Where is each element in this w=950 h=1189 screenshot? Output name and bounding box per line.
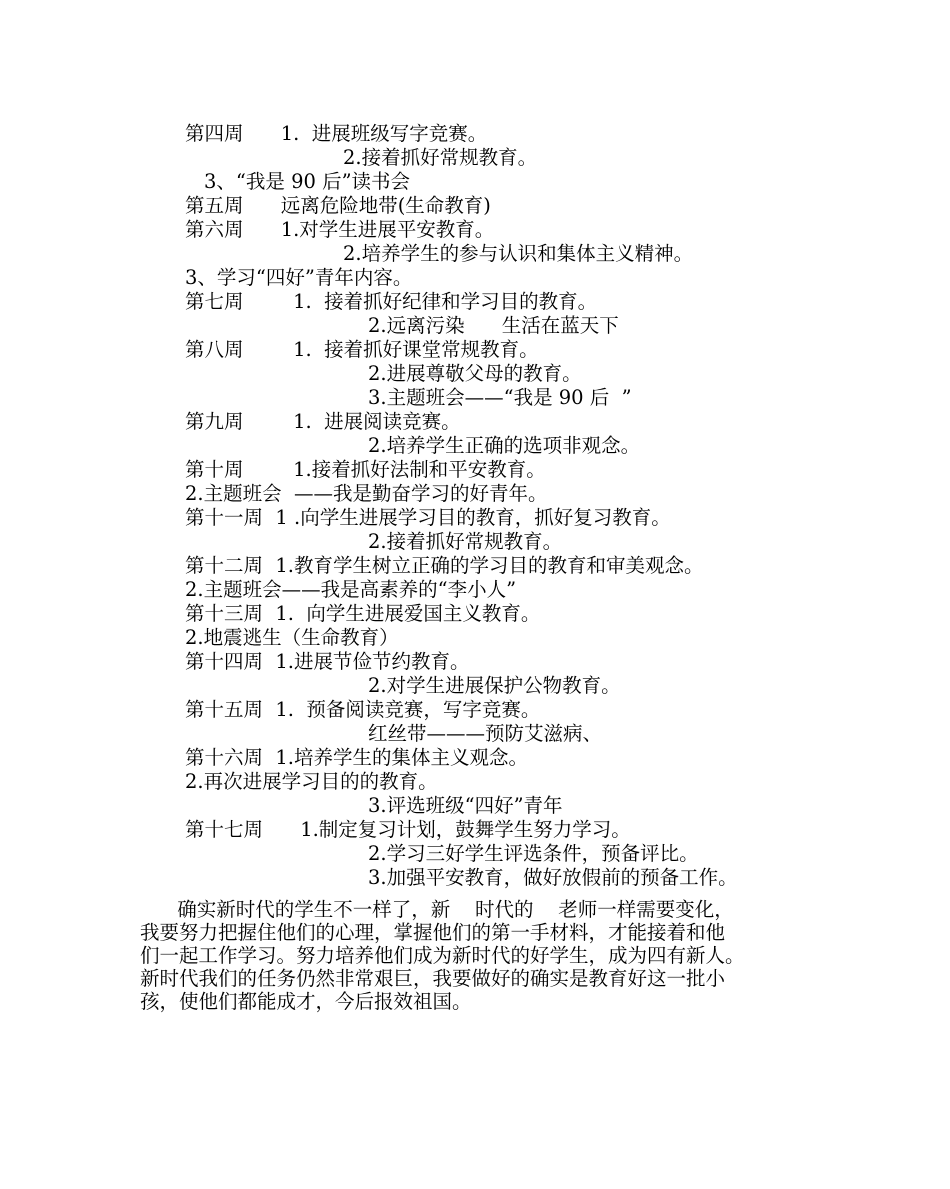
schedule-line: 2.对学生进展保护公物教育。 <box>368 674 621 697</box>
schedule-line: 2.地震逃生（生命教育） <box>185 626 399 649</box>
schedule-line: 2.接着抓好常规教育。 <box>368 530 563 553</box>
schedule-line: 第五周 远离危险地带(生命教育) <box>185 194 491 217</box>
schedule-line: 第七周 1. 接着抓好纪律和学习目的教育。 <box>185 290 598 313</box>
paragraph-line: 新时代我们的任务仍然非常艰巨，我要做好的确实是教育好这一批小 <box>140 967 726 990</box>
schedule-line: 第十六周 1.培养学生的集体主义观念。 <box>185 746 529 769</box>
schedule-line: 3.主题班会——“我是 90 后 ” <box>368 386 632 409</box>
schedule-line: 2.远离污染 生活在蓝天下 <box>368 314 619 337</box>
paragraph-line: 孩，使他们都能成才，今后报效祖国。 <box>140 990 472 1013</box>
schedule-line: 2.进展尊敬父母的教育。 <box>368 362 582 385</box>
schedule-line: 2.培养学生的参与认识和集体主义精神。 <box>343 242 694 265</box>
schedule-line: 第十一周 1 .向学生进展学习目的教育，抓好复习教育。 <box>185 506 671 529</box>
schedule-line: 第十四周 1.进展节俭节约教育。 <box>185 650 470 673</box>
schedule-line: 第六周 1.对学生进展平安教育。 <box>185 218 495 241</box>
schedule-line: 2.再次进展学习目的的教育。 <box>185 770 438 793</box>
schedule-line: 3、学习“四好”青年内容。 <box>185 266 413 289</box>
paragraph-line: 我要努力把握住他们的心理，掌握他们的第一手材料，才能接着和他 <box>140 921 726 944</box>
schedule-line: 第四周 1. 进展班级写字竞赛。 <box>185 122 488 145</box>
schedule-line: 3.评选班级“四好”青年 <box>368 794 563 817</box>
schedule-line: 2.主题班会——我是高素养的“李小人” <box>185 578 517 601</box>
paragraph-line: 确实新时代的学生不一样了，新 时代的 老师一样需要变化， <box>140 898 734 921</box>
schedule-line: 2.接着抓好常规教育。 <box>343 146 538 169</box>
schedule-line: 第十二周 1.教育学生树立正确的学习目的教育和审美观念。 <box>185 554 704 577</box>
schedule-line: 2.主题班会 ——我是勤奋学习的好青年。 <box>185 482 548 505</box>
schedule-line: 第十周 1.接着抓好法制和平安教育。 <box>185 458 546 481</box>
schedule-line: 3、“我是 90 后”读书会 <box>204 170 411 193</box>
schedule-line: 第十三周 1. 向学生进展爱国主义教育。 <box>185 602 541 625</box>
schedule-line: 3.加强平安教育，做好放假前的预备工作。 <box>368 866 738 889</box>
schedule-line: 2.学习三好学生评选条件，预备评比。 <box>368 842 699 865</box>
schedule-line: 2.培养学生正确的选项非观念。 <box>368 434 641 457</box>
schedule-line: 第十五周 1. 预备阅读竞赛，写字竞赛。 <box>185 698 541 721</box>
paragraph-line: 们一起工作学习。努力培养他们成为新时代的好学生，成为四有新人。 <box>140 944 745 967</box>
schedule-line: 红丝带———预防艾滋病、 <box>368 722 603 745</box>
closing-paragraph <box>140 898 830 1013</box>
schedule-line: 第八周 1. 接着抓好课堂常规教育。 <box>185 338 539 361</box>
schedule-line: 第九周 1. 进展阅读竞赛。 <box>185 410 461 433</box>
schedule-line: 第十七周 1.制定复习计划，鼓舞学生努力学习。 <box>185 818 631 841</box>
